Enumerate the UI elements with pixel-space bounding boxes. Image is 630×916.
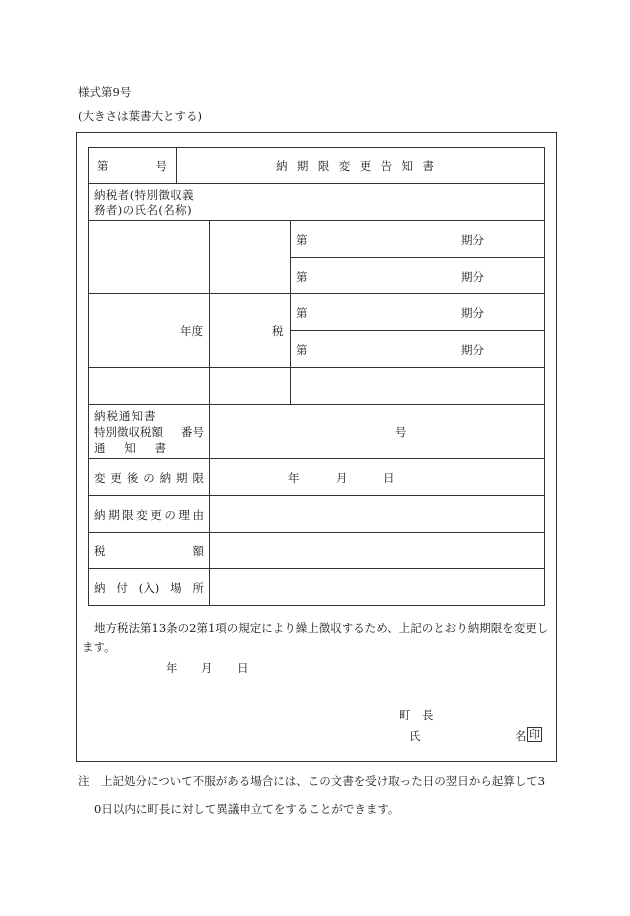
period-dai-1: 第 — [296, 233, 308, 247]
seal-mark — [527, 727, 542, 742]
period-dai-2: 第 — [296, 270, 308, 284]
notice-label-line2: 特別徴収税額 — [94, 425, 163, 439]
taxpayer-label-line2: 務者)の氏名(名称) — [94, 203, 192, 217]
period-dai-3: 第 — [296, 306, 308, 320]
taxpayer-label-line1: 納税者(特別徴収義 — [94, 188, 195, 202]
note-line2: 0日以内に町長に対して異議申立てをすることができます。 — [94, 802, 400, 816]
period-kibun-2: 期分 — [461, 270, 484, 284]
fiscal-year-label: 年度 — [180, 324, 203, 338]
issue-year: 年 — [166, 661, 178, 675]
number-label: 第 号 — [97, 159, 167, 173]
notice-label-line1: 納税通知書 — [94, 409, 157, 423]
number-suffix: 号 — [395, 425, 407, 439]
deadline-year: 年 — [288, 471, 300, 485]
period-kibun-4: 期分 — [461, 343, 484, 357]
notice-label-line3: 通 知 書 — [94, 441, 166, 455]
deadline-day: 日 — [383, 471, 395, 485]
number-word: 番号 — [181, 425, 204, 439]
deadline-month: 月 — [336, 471, 348, 485]
amount-label: 税 額 — [94, 544, 204, 558]
statement-line1: 地方税法第13条の2第1項の規定により繰上徴収するため、上記のとおり納期限を変更し — [94, 621, 549, 635]
reason-label: 納 期 限 変 更 の 理 由 — [94, 508, 204, 522]
issue-month: 月 — [201, 661, 213, 675]
period-kibun-1: 期分 — [461, 233, 484, 247]
period-dai-4: 第 — [296, 343, 308, 357]
payment-place-label: 納 付 (入) 場 所 — [94, 581, 204, 595]
name-suffix: 名 — [515, 729, 527, 743]
new-deadline-label: 変 更 後 の 納 期 限 — [94, 471, 204, 485]
statement-line2: ます。 — [82, 640, 116, 654]
name-prefix: 氏 — [409, 729, 421, 743]
seal-icon: 印 — [529, 728, 540, 741]
tax-type-label: 税 — [272, 324, 284, 338]
mayor-title: 町 長 — [399, 708, 434, 722]
form-number: 様式第9号 — [78, 85, 132, 99]
issue-day: 日 — [237, 661, 249, 675]
size-note: (大きさは葉書大とする) — [78, 109, 202, 123]
note-line1: 注 上記処分について不服がある場合には、この文書を受け取った日の翌日から起算して3 — [78, 774, 546, 788]
period-kibun-3: 期分 — [461, 306, 484, 320]
form-title: 納 期 限 変 更 告 知 書 — [276, 159, 434, 173]
